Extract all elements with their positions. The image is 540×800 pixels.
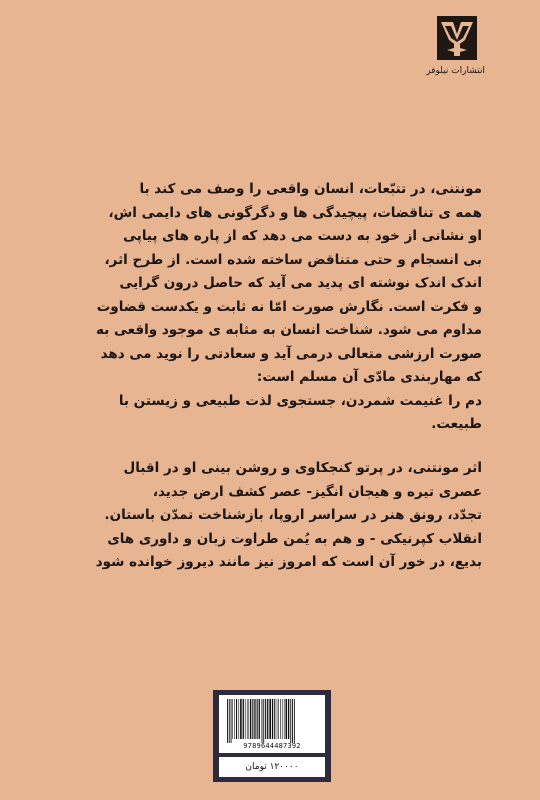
barcode-bar bbox=[272, 699, 273, 739]
text-line: مداوم می شود. شناخت انسان به مثابه ی موجود واقعی به bbox=[96, 322, 482, 338]
text-line: طبیعت. bbox=[431, 416, 482, 432]
barcode-bar bbox=[280, 699, 281, 739]
text-line: عصری تیره و هیجان انگیز- عصر کشف ارض جدید، bbox=[152, 483, 482, 500]
barcode-bar bbox=[247, 699, 248, 739]
barcode-bar bbox=[292, 699, 293, 743]
barcode-bar bbox=[239, 699, 240, 739]
barcode-bar bbox=[274, 699, 275, 739]
barcode-bar bbox=[288, 699, 289, 739]
publisher-name: انتشارات نیلوفر bbox=[426, 66, 485, 76]
barcode-bar bbox=[227, 699, 228, 743]
barcode-bar bbox=[269, 699, 271, 739]
text-line: بدیع، در خور آن است که امروز نیز مانند دیروز خوانده شود bbox=[95, 554, 482, 570]
barcode-bar bbox=[294, 699, 295, 743]
barcode-bar bbox=[262, 699, 263, 743]
barcode-bar bbox=[232, 699, 233, 739]
text-line: تجدّد، رونق هنر در سراسر اروپا، بازشناخت تمدّن باستان. bbox=[104, 507, 482, 523]
text-line: همه ی تناقضات، پیچیدگی ها و دگرگونی های دایمی اش، bbox=[108, 204, 482, 221]
barcode-bar bbox=[240, 699, 242, 739]
publisher-logo bbox=[426, 16, 485, 76]
barcode-bar bbox=[259, 699, 260, 739]
text-line: دم را غنیمت شمردن، جستجوی لذت طبیعی و زیستن با bbox=[118, 392, 482, 409]
barcode-block bbox=[213, 690, 331, 782]
barcode-bar bbox=[284, 699, 285, 739]
barcode-bar bbox=[277, 699, 278, 739]
text-line: او نشانی از خود به دست می دهد که از پاره های پیاپی bbox=[123, 228, 482, 244]
text-line: که مهاربندی مادّی آن مسلم است: bbox=[256, 369, 482, 385]
text-line: و فکرت است. نگارش صورت امّا نه ثابت و یکدست قضاوت bbox=[96, 298, 482, 315]
barcode-label bbox=[219, 695, 325, 753]
barcode-bar bbox=[252, 699, 253, 739]
isbn-digits: 9789644487392 bbox=[243, 742, 301, 750]
barcode-bar bbox=[290, 699, 291, 743]
barcode-bar bbox=[250, 699, 251, 739]
text-line: اثر مونتنی، در پرتو کنجکاوی و روشن بینی او در اقبال bbox=[123, 460, 482, 476]
description-paragraph-1 bbox=[72, 178, 482, 437]
barcode-bar bbox=[278, 699, 279, 739]
barcode-bar bbox=[257, 699, 258, 739]
barcode-bar bbox=[254, 699, 255, 739]
barcode-bar bbox=[245, 699, 246, 739]
barcode-bar bbox=[286, 699, 288, 739]
barcode-bar bbox=[236, 699, 237, 739]
text-line: مونتنی، در تتبّعات، انسان واقعی را وصف می کند با bbox=[139, 181, 482, 197]
text-line: انقلاب کپرنیکی - و هم به یُمن طراوت زبان و داوری های bbox=[107, 530, 482, 547]
barcode-bar bbox=[265, 699, 266, 739]
barcode-bar bbox=[249, 699, 250, 739]
price-text: ۱۲۰۰۰۰ تومان bbox=[245, 762, 299, 772]
text-line: بی انسجام و حتی متناقض ساخته شده است. از طرح اثر، bbox=[104, 251, 482, 268]
barcode-icon bbox=[225, 699, 319, 743]
barcode-bar bbox=[243, 699, 244, 739]
barcode-bar bbox=[263, 699, 264, 743]
text-line: صورت ارزشی متعالی درمی آید و سعادتی را نوید می دهد bbox=[100, 345, 482, 362]
barcode-bar bbox=[282, 699, 283, 739]
barcode-bar bbox=[229, 699, 230, 743]
barcode-bar bbox=[231, 699, 232, 743]
barcode-bar bbox=[267, 699, 268, 739]
text-line: اندک اندک نوشته ای پدید می آید که حاصل درون گرایی bbox=[119, 275, 482, 291]
price-label bbox=[219, 757, 325, 777]
barcode-bar bbox=[234, 699, 235, 739]
niloufar-publisher-logo-icon bbox=[437, 16, 477, 60]
description-paragraph-2 bbox=[72, 457, 482, 575]
